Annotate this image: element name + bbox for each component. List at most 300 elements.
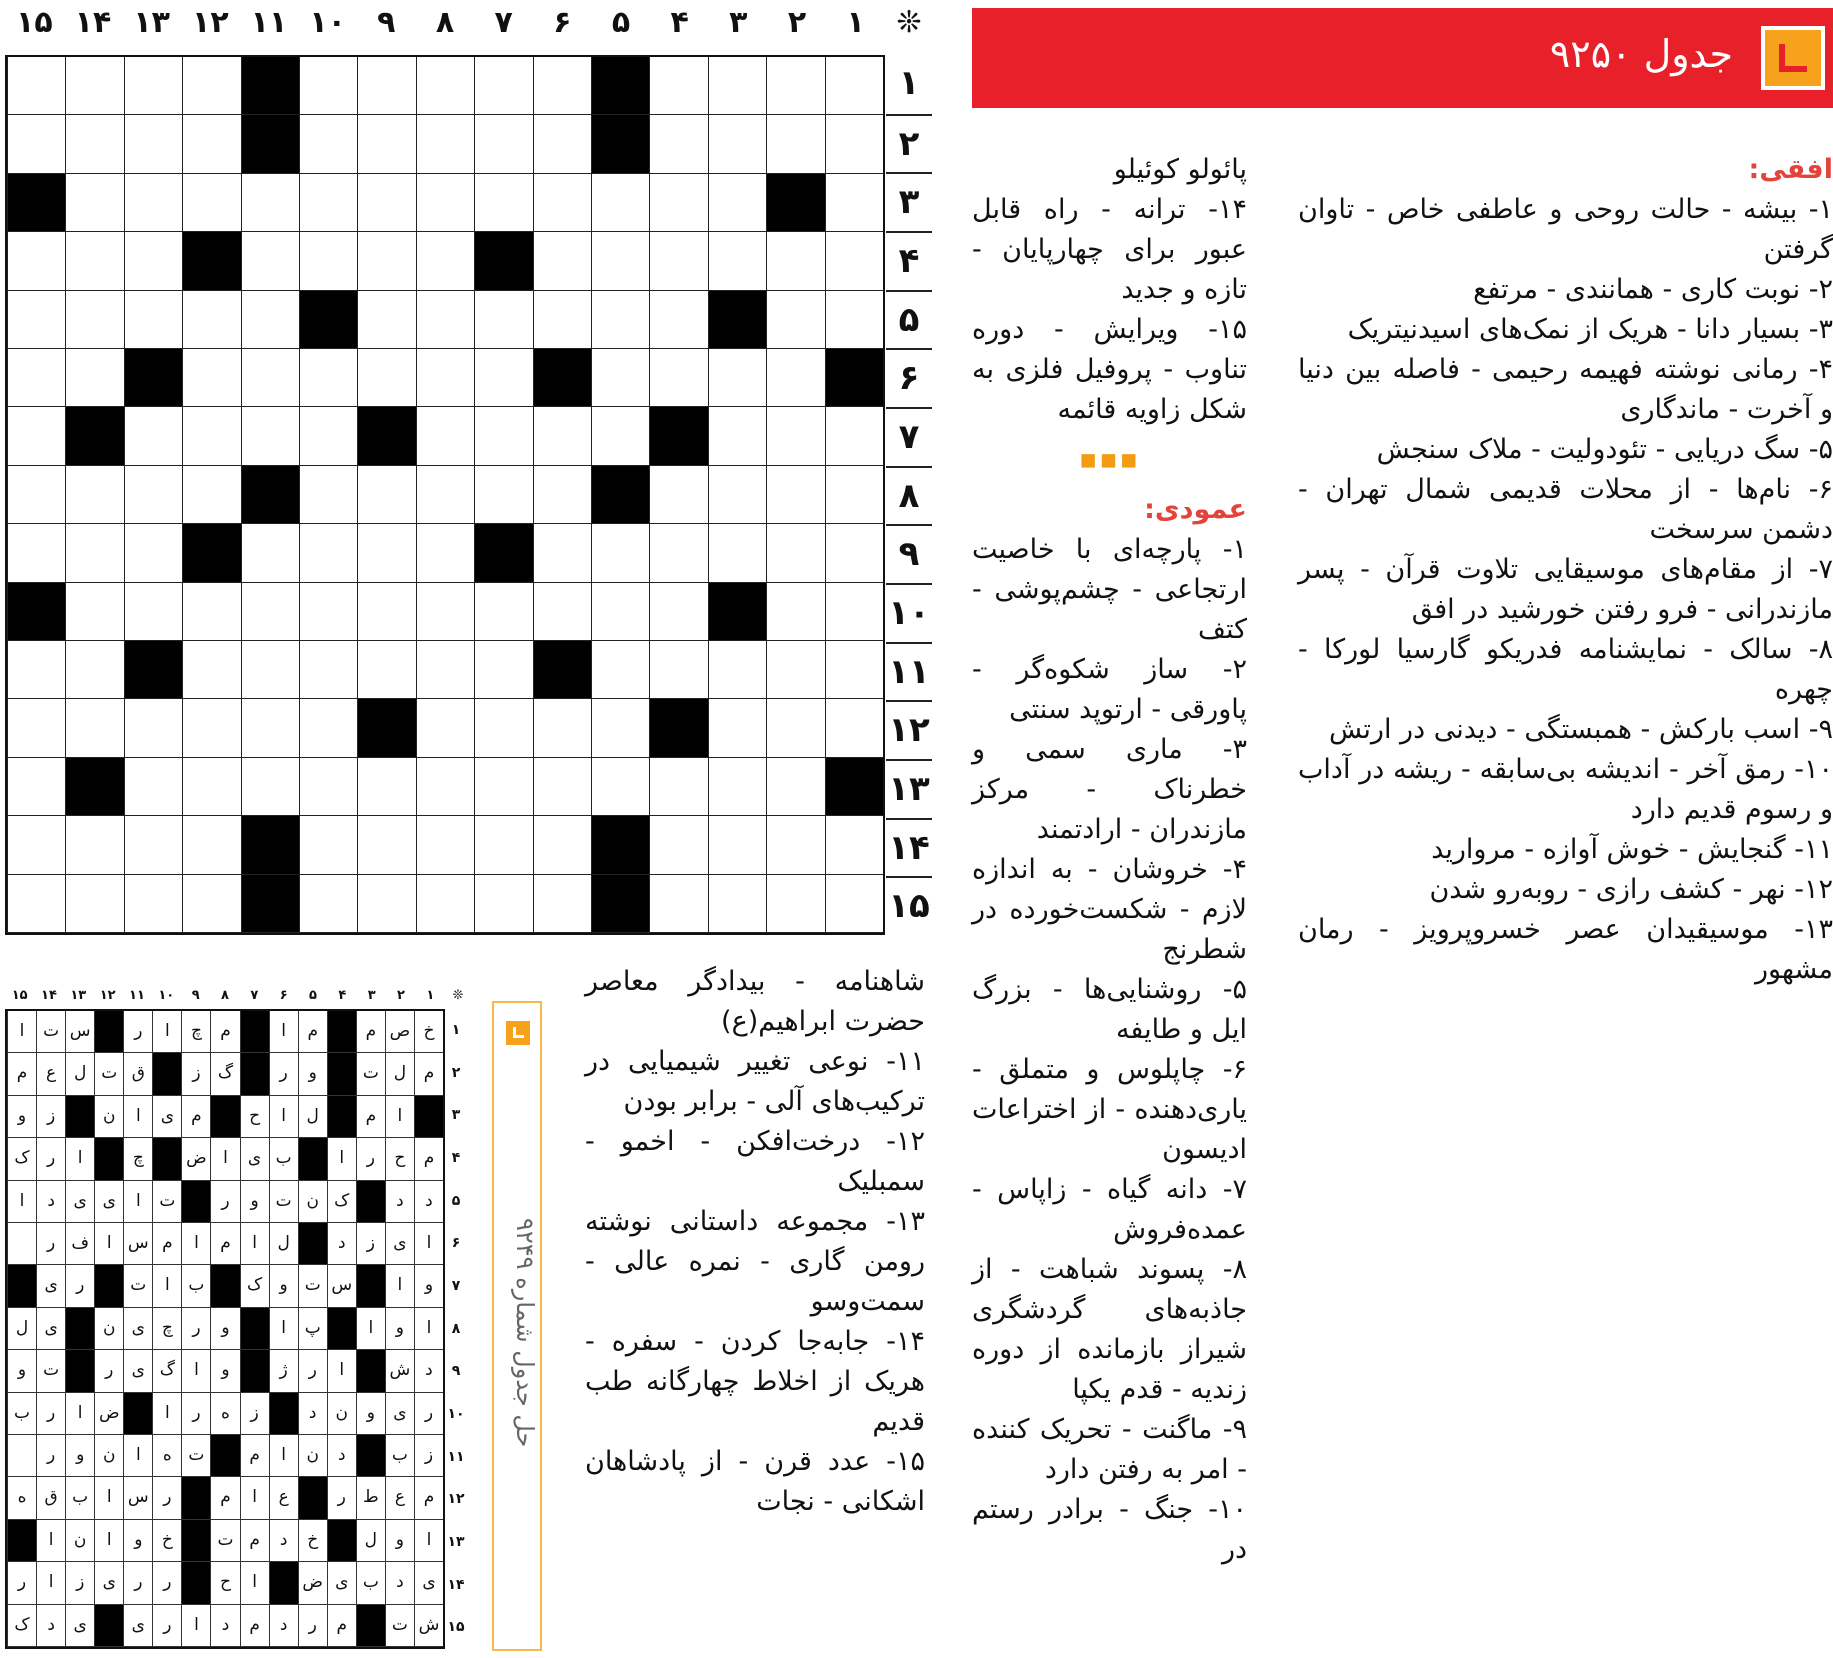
grid-cell: [766, 816, 824, 874]
solution-cell: م: [240, 1605, 269, 1647]
solution-cell: ا: [94, 1223, 123, 1265]
solution-cell: ر: [152, 1562, 181, 1604]
black-cell: [533, 641, 591, 699]
grid-cell: [65, 232, 123, 290]
solution-cell: ب: [181, 1265, 210, 1307]
grid-cell: [357, 349, 415, 407]
solution-cell: م: [327, 1605, 356, 1647]
solution-cell: س: [123, 1477, 152, 1519]
solution-cell: ش: [385, 1350, 414, 1392]
grid-cell: [299, 758, 357, 816]
grid-cell: [649, 349, 707, 407]
grid-cell: [124, 291, 182, 349]
newspaper-logo-icon: [1761, 26, 1825, 90]
clues-column-right: [1298, 150, 1833, 990]
solution-cell: ض: [181, 1138, 210, 1180]
solution-cell: و: [414, 1265, 443, 1307]
solution-cell: ر: [181, 1393, 210, 1435]
solution-cell: ر: [269, 1053, 298, 1095]
solution-star-icon: ❊: [452, 988, 464, 1003]
column-number: ۱۰: [309, 5, 346, 40]
solution-black-cell: [94, 1138, 123, 1180]
solution-cell: ر: [65, 1265, 94, 1307]
column-numbers: [0, 4, 935, 44]
grid-cell: [7, 232, 65, 290]
solution-cell: ن: [94, 1308, 123, 1350]
grid-cell: [474, 583, 532, 641]
solution-cell: ت: [36, 1011, 65, 1053]
solution-cell: ک: [240, 1265, 269, 1307]
grid-cell: [241, 291, 299, 349]
grid-cell: [124, 232, 182, 290]
solution-cell: ع: [385, 1477, 414, 1519]
grid-cell: [474, 641, 532, 699]
row-number: ۲: [886, 114, 932, 173]
solution-cell: ی: [94, 1181, 123, 1223]
solution-cell: ز: [36, 1096, 65, 1138]
solution-cell: ی: [152, 1096, 181, 1138]
solution-cell: ک: [7, 1605, 36, 1647]
solution-black-cell: [298, 1477, 327, 1519]
solution-row-number: ۴: [451, 1150, 461, 1166]
grid-cell: [299, 407, 357, 465]
clue-text: ۸- پسوند شباهت - از جاذبه‌های گردشگری شیراز بازمانده از دوره زندیه - قدم یکپا: [972, 1254, 1247, 1405]
clue-text: شاهنامه - بیدادگر معاصر حضرت ابراهیم(ع): [585, 966, 925, 1037]
clue-text: ۱۲- درخت‌افکن - اخمو - سمبلیک: [585, 1126, 925, 1197]
solution-cell: م: [414, 1053, 443, 1095]
solution-cell: ا: [269, 1011, 298, 1053]
grid-cell: [124, 466, 182, 524]
solution-black-cell: [65, 1308, 94, 1350]
solution-black-cell: [65, 1350, 94, 1392]
solution-column-number: ۲: [397, 988, 405, 1003]
grid-cell: [7, 699, 65, 757]
grid-cell: [708, 349, 766, 407]
grid-cell: [533, 466, 591, 524]
solution-cell: و: [65, 1435, 94, 1477]
grid-cell: [533, 758, 591, 816]
grid-cell: [474, 699, 532, 757]
solution-column-numbers: [5, 988, 467, 1006]
black-cell: [65, 758, 123, 816]
grid-cell: [182, 466, 240, 524]
solution-cell: ب: [385, 1435, 414, 1477]
solution-row-number: ۸: [451, 1320, 461, 1337]
grid-cell: [591, 232, 649, 290]
clue-text: ۸- سالک - نمایشنامه فدریکو گارسیا لورکا - چهره: [1298, 634, 1833, 705]
grid-cell: [591, 407, 649, 465]
solution-cell: ر: [36, 1223, 65, 1265]
column-number: ۷: [494, 5, 513, 40]
solution-cell: و: [7, 1350, 36, 1392]
solution-cell: ر: [36, 1393, 65, 1435]
grid-cell: [357, 115, 415, 173]
grid-cell: [299, 699, 357, 757]
grid-cell: [65, 115, 123, 173]
solution-cell: و: [7, 1096, 36, 1138]
grid-cell: [474, 349, 532, 407]
grid-cell: [708, 174, 766, 232]
grid-cell: [7, 291, 65, 349]
solution-cell: س: [123, 1223, 152, 1265]
solution-cell: ا: [327, 1138, 356, 1180]
grid-cell: [825, 57, 883, 115]
solution-black-cell: [327, 1096, 356, 1138]
grid-cell: [65, 174, 123, 232]
row-number: ۱۲: [886, 700, 932, 759]
grid-cell: [416, 699, 474, 757]
grid-cell: [7, 407, 65, 465]
black-cell: [649, 407, 707, 465]
solution-cell: ل: [269, 1223, 298, 1265]
solution-row-number: ۱۴: [447, 1576, 465, 1593]
row-number: ۳: [886, 172, 932, 231]
clue-heading: عمودی:: [1144, 494, 1247, 525]
solution-black-cell: [240, 1350, 269, 1392]
solution-cell: ا: [65, 1393, 94, 1435]
grid-cell: [474, 407, 532, 465]
solution-cell: و: [356, 1393, 385, 1435]
solution-black-cell: [152, 1138, 181, 1180]
solution-cell: ی: [65, 1181, 94, 1223]
solution-cell: ت: [269, 1181, 298, 1223]
solution-cell: م: [356, 1096, 385, 1138]
solution-black-cell: [94, 1605, 123, 1647]
grid-cell: [357, 57, 415, 115]
row-number: ۶: [886, 348, 932, 407]
solution-cell: د: [298, 1393, 327, 1435]
solution-black-cell: [123, 1393, 152, 1435]
grid-cell: [357, 291, 415, 349]
grid-cell: [182, 641, 240, 699]
solution-cell: ا: [240, 1477, 269, 1519]
clue-text: ۱۵- ویرایش - دوره تناوب - پروفیل فلزی به شکل زاویه قائمه: [972, 314, 1247, 425]
grid-cell: [299, 875, 357, 933]
row-number: ۱۵: [886, 876, 932, 935]
clue-text: ۷- دانه گیاه - زاپاس - عمده‌فروش: [972, 1174, 1247, 1245]
solution-cell: ط: [356, 1477, 385, 1519]
grid-cell: [766, 524, 824, 582]
solution-black-cell: [356, 1265, 385, 1307]
grid-cell: [416, 524, 474, 582]
solution-cell: ا: [240, 1223, 269, 1265]
solution-black-cell: [240, 1308, 269, 1350]
grid-cell: [766, 641, 824, 699]
grid-cell: [416, 407, 474, 465]
solution-row-number: ۲: [451, 1064, 461, 1081]
grid-cell: [533, 524, 591, 582]
solution-column-number: ۵: [309, 988, 317, 1003]
black-cell: [357, 407, 415, 465]
column-number: ۹: [377, 5, 396, 40]
grid-cell: [708, 699, 766, 757]
row-number: ۱۴: [886, 818, 932, 877]
grid-cell: [591, 291, 649, 349]
solution-column-number: ۱: [426, 988, 435, 1003]
grid-cell: [649, 466, 707, 524]
clue-text: ۴- خروشان - به اندازه لازم - شکست‌خورده در شطرنج: [972, 854, 1247, 965]
clue-text: ۱- بیشه - حالت روحی و عاطفی خاص - تاوان گرفتن: [1298, 194, 1833, 265]
solution-black-cell: [269, 1393, 298, 1435]
solution-row-number: ۱۳: [447, 1534, 465, 1550]
solution-cell: ا: [181, 1350, 210, 1392]
grid-cell: [766, 699, 824, 757]
grid-cell: [825, 583, 883, 641]
solution-cell: د: [327, 1435, 356, 1477]
grid-cell: [65, 583, 123, 641]
solution-cell: ر: [123, 1011, 152, 1053]
clue-text: ۹- ماگنت - تحریک کننده - امر به رفتن دارد: [972, 1414, 1247, 1485]
solution-cell: ض: [94, 1393, 123, 1435]
solution-cell: و: [385, 1520, 414, 1562]
clues-column-middle: [972, 150, 1247, 1570]
grid-cell: [241, 758, 299, 816]
solution-cell: ا: [414, 1223, 443, 1265]
solution-cell: ا: [414, 1308, 443, 1350]
solution-cell: ع: [36, 1053, 65, 1095]
clue-text: ۲- نوبت کاری - همانندی - مرتفع: [1473, 274, 1833, 305]
solution-black-cell: [327, 1308, 356, 1350]
solution-cell: ا: [181, 1223, 210, 1265]
solution-cell: ی: [123, 1605, 152, 1647]
solution-cell: ژ: [269, 1350, 298, 1392]
solution-cell: چ: [152, 1308, 181, 1350]
solution-cell: ر: [7, 1562, 36, 1604]
solution-black-cell: [240, 1053, 269, 1095]
solution-cell: و: [210, 1308, 239, 1350]
grid-cell: [299, 232, 357, 290]
grid-cell: [357, 816, 415, 874]
solution-cell: ر: [152, 1477, 181, 1519]
black-cell: [474, 232, 532, 290]
grid-cell: [7, 641, 65, 699]
solution-cell: م: [210, 1477, 239, 1519]
column-number: ۱۴: [74, 5, 112, 40]
solution-cell: ا: [181, 1605, 210, 1647]
grid-cell: [649, 291, 707, 349]
row-number: ۱۱: [886, 642, 932, 701]
grid-cell: [649, 875, 707, 933]
solution-black-cell: [181, 1520, 210, 1562]
black-cell: [533, 349, 591, 407]
grid-cell: [299, 524, 357, 582]
grid-cell: [357, 583, 415, 641]
solution-banner: [492, 1001, 542, 1651]
solution-cell: خ: [152, 1520, 181, 1562]
black-cell: [708, 583, 766, 641]
solution-cell: ز: [181, 1053, 210, 1095]
column-number: ۸: [435, 5, 455, 40]
clue-text: ۱۵- عدد قرن - از پادشاهان اشکانی - نجات: [585, 1446, 925, 1517]
grid-cell: [124, 699, 182, 757]
solution-cell: ز: [65, 1562, 94, 1604]
column-number: ۳: [729, 5, 748, 40]
grid-cell: [182, 291, 240, 349]
solution-cell: ش: [414, 1605, 443, 1647]
solution-grid: [5, 1009, 445, 1649]
grid-cell: [708, 232, 766, 290]
grid-cell: [241, 583, 299, 641]
black-cell: [591, 57, 649, 115]
grid-cell: [825, 174, 883, 232]
mini-logo-icon: [506, 1021, 530, 1045]
grid-cell: [241, 524, 299, 582]
clue-text: ۹- اسب بارکش - همبستگی - دیدنی در ارتش: [1328, 714, 1833, 745]
grid-cell: [533, 816, 591, 874]
solution-black-cell: [327, 1053, 356, 1095]
grid-cell: [182, 699, 240, 757]
grid-cell: [416, 466, 474, 524]
grid-cell: [124, 875, 182, 933]
grid-cell: [825, 232, 883, 290]
column-number: ۴: [670, 5, 689, 40]
solution-cell: ر: [36, 1138, 65, 1180]
grid-cell: [766, 758, 824, 816]
solution-black-cell: [7, 1520, 36, 1562]
grid-cell: [474, 174, 532, 232]
solution-cell: ی: [385, 1223, 414, 1265]
solution-cell: ز: [356, 1223, 385, 1265]
black-cell: [591, 466, 649, 524]
solution-black-cell: [356, 1435, 385, 1477]
grid-cell: [825, 291, 883, 349]
solution-cell: ا: [123, 1096, 152, 1138]
solution-cell: ت: [356, 1053, 385, 1095]
solution-cell: ر: [298, 1350, 327, 1392]
grid-cell: [533, 583, 591, 641]
grid-cell: [65, 349, 123, 407]
solution-cell: ن: [327, 1393, 356, 1435]
grid-cell: [7, 466, 65, 524]
solution-cell: ی: [385, 1393, 414, 1435]
grid-cell: [416, 641, 474, 699]
clue-text: ۱۰- جنگ - برادر رستم در: [972, 1494, 1247, 1565]
grid-cell: [766, 466, 824, 524]
grid-cell: [7, 816, 65, 874]
grid-cell: [7, 349, 65, 407]
solution-column-number: ۱۱: [129, 988, 145, 1003]
solution-cell: ی: [94, 1562, 123, 1604]
grid-cell: [474, 466, 532, 524]
solution-row-number: ۶: [451, 1235, 461, 1252]
solution-cell: ت: [94, 1053, 123, 1095]
grid-cell: [649, 583, 707, 641]
clue-heading: افقی:: [1748, 154, 1833, 185]
grid-cell: [299, 174, 357, 232]
solution-cell: ر: [152, 1605, 181, 1647]
grid-cell: [825, 466, 883, 524]
solution-black-cell: [327, 1011, 356, 1053]
grid-cell: [825, 407, 883, 465]
solution-cell: ز: [240, 1393, 269, 1435]
black-cell: [474, 524, 532, 582]
grid-cell: [474, 57, 532, 115]
solution-black-cell: [356, 1605, 385, 1647]
black-cell: [591, 816, 649, 874]
solution-cell: ت: [36, 1350, 65, 1392]
black-cell: [124, 641, 182, 699]
solution-cell: م: [152, 1223, 181, 1265]
grid-cell: [416, 349, 474, 407]
grid-cell: [766, 115, 824, 173]
clue-text: ۶- نام‌ها - از محلات قدیمی شمال تهران - دشمن سرسخت: [1298, 474, 1833, 545]
clue-text: ۶- چاپلوس و متملق - یاری‌دهنده - از اختراعات ادیسون: [972, 1054, 1247, 1165]
clues-column-left: [585, 962, 925, 1522]
solution-cell: س: [327, 1265, 356, 1307]
solution-label: حل جدول شماره ۹۲۴۹: [511, 1218, 539, 1448]
grid-cell: [708, 816, 766, 874]
solution-cell: [7, 1223, 36, 1265]
solution-cell: د: [36, 1181, 65, 1223]
black-cell: [241, 875, 299, 933]
grid-cell: [825, 875, 883, 933]
grid-cell: [7, 57, 65, 115]
solution-cell: ا: [94, 1520, 123, 1562]
solution-column-number: ۱۳: [70, 988, 87, 1003]
grid-cell: [65, 699, 123, 757]
puzzle-title: جدول ۹۲۵۰: [1549, 32, 1733, 76]
solution-cell: د: [210, 1605, 239, 1647]
grid-cell: [241, 641, 299, 699]
solution-cell: و: [240, 1181, 269, 1223]
grid-cell: [766, 875, 824, 933]
grid-cell: [708, 524, 766, 582]
solution-cell: و: [385, 1308, 414, 1350]
solution-column-number: ۳: [367, 988, 376, 1003]
solution-cell: م: [210, 1223, 239, 1265]
solution-black-cell: [240, 1011, 269, 1053]
grid-cell: [533, 57, 591, 115]
clue-text: پائولو کوئیلو: [1113, 154, 1247, 185]
black-cell: [182, 524, 240, 582]
solution-cell: ر: [181, 1308, 210, 1350]
solution-cell: ن: [65, 1520, 94, 1562]
grid-cell: [182, 875, 240, 933]
solution-cell: ه: [152, 1435, 181, 1477]
grid-cell: [825, 115, 883, 173]
solution-cell: ض: [298, 1562, 327, 1604]
solution-black-cell: [210, 1435, 239, 1477]
solution-cell: ی: [65, 1605, 94, 1647]
black-cell: [357, 699, 415, 757]
grid-cell: [825, 699, 883, 757]
solution-cell: ن: [94, 1435, 123, 1477]
solution-cell: [7, 1435, 36, 1477]
solution-cell: ر: [298, 1605, 327, 1647]
grid-cell: [124, 174, 182, 232]
grid-cell: [299, 57, 357, 115]
solution-cell: ا: [414, 1520, 443, 1562]
black-cell: [241, 816, 299, 874]
grid-cell: [182, 758, 240, 816]
solution-cell: ا: [123, 1435, 152, 1477]
solution-cell: ه: [7, 1477, 36, 1519]
solution-column-number: ۴: [338, 988, 347, 1003]
column-star-icon: ❊: [896, 5, 922, 40]
solution-cell: ا: [327, 1350, 356, 1392]
solution-row-number: ۷: [451, 1278, 461, 1294]
solution-black-cell: [356, 1350, 385, 1392]
black-cell: [766, 174, 824, 232]
solution-black-cell: [210, 1265, 239, 1307]
solution-column-number: ۱۴: [41, 988, 57, 1003]
grid-cell: [708, 57, 766, 115]
black-cell: [7, 583, 65, 641]
grid-cell: [766, 57, 824, 115]
black-cell: [241, 115, 299, 173]
grid-cell: [825, 641, 883, 699]
column-number: ۱۲: [192, 5, 229, 40]
